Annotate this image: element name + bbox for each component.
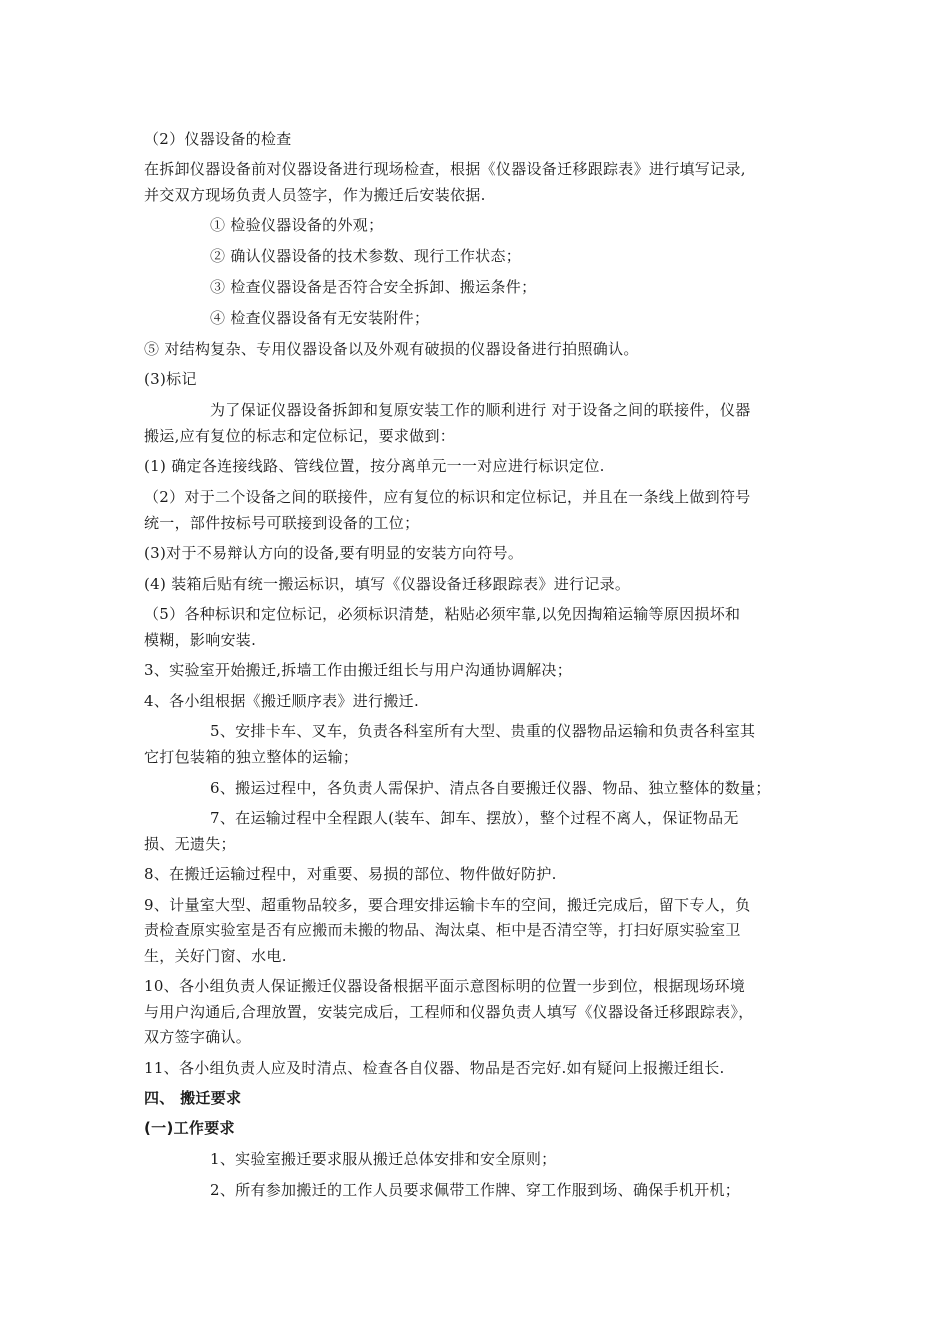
list-item: ④ 检查仪器设备有无安装附件； [210, 309, 430, 327]
paragraph-line: 并交双方现场负责人员签字，作为搬迁后安装依据. [144, 186, 486, 204]
list-item: 1、实验室搬迁要求服从搬迁总体安排和安全原则； [210, 1150, 557, 1168]
list-item: ③ 检查仪器设备是否符合安全拆卸、搬运条件； [210, 278, 537, 296]
list-item: (4) 装箱后贴有统一搬运标识，填写《仪器设备迁移跟踪表》进行记录。 [144, 575, 631, 593]
paragraph-line: 它打包装箱的独立整体的运输； [144, 748, 359, 766]
paragraph-line: 模糊，影响安装. [144, 631, 257, 649]
section-heading-marking: (3)标记 [144, 370, 197, 388]
paragraph-line: 与用户沟通后,合理放置，安装完成后，工程师和仪器负责人填写《仪器设备迁移跟踪表》， [144, 1003, 754, 1021]
list-item: (1) 确定各连接线路、管线位置，按分离单元一一对应进行标识定位. [144, 457, 605, 475]
paragraph-line: 搬运,应有复位的标志和定位标记，要求做到： [144, 427, 456, 445]
list-item: ⑤ 对结构复杂、专用仪器设备以及外观有破损的仪器设备进行拍照确认。 [144, 340, 639, 358]
list-item: 11、各小组负责人应及时清点、检查各自仪器、物品是否完好.如有疑问上报搬迁组长. [144, 1059, 725, 1077]
section-heading-requirements: 四、 搬迁要求 [144, 1089, 242, 1107]
list-item: ① 检验仪器设备的外观； [210, 216, 384, 234]
paragraph-line: 为了保证仪器设备拆卸和复原安装工作的顺利进行 对于设备之间的联接件，仪器 [210, 401, 751, 419]
subsection-heading-work-requirements: (一)工作要求 [144, 1119, 235, 1137]
list-item: ② 确认仪器设备的技术参数、现行工作状态； [210, 247, 522, 265]
list-item: 9、计量室大型、超重物品较多，要合理安排运输卡车的空间，搬迁完成后，留下专人，负 [144, 896, 751, 914]
list-item: 2、所有参加搬迁的工作人员要求佩带工作牌、穿工作服到场、确保手机开机； [210, 1181, 741, 1199]
list-item: 10、各小组负责人保证搬迁仪器设备根据平面示意图标明的位置一步到位，根据现场环境 [144, 977, 746, 995]
list-item: （2）对于二个设备之间的联接件，应有复位的标识和定位标记，并且在一条线上做到符号 [144, 488, 751, 506]
list-item: 5、安排卡车、叉车，负责各科室所有大型、贵重的仪器物品运输和负责各科室其 [210, 722, 756, 740]
list-item: （5）各种标识和定位标记，必须标识清楚，粘贴必须牢靠,以免因掏箱运输等原因损坏和 [144, 605, 741, 623]
paragraph-line: 统一，部件按标号可联接到设备的工位； [144, 514, 420, 532]
list-item: 8、在搬迁运输过程中，对重要、易损的部位、物件做好防护. [144, 865, 557, 883]
paragraph-line: 生，关好门窗、水电. [144, 947, 287, 965]
list-item: 3、实验室开始搬迁,拆墙工作由搬迁组长与用户沟通协调解决； [144, 661, 573, 679]
paragraph-line: 双方签字确认。 [144, 1028, 252, 1046]
list-item: 7、在运输过程中全程跟人(装车、卸车、摆放），整个过程不离人，保证物品无 [210, 809, 739, 827]
paragraph-line: 损、无遗失； [144, 835, 236, 853]
list-item: 6、搬运过程中，各负责人需保护、清点各自要搬迁仪器、物品、独立整体的数量； [210, 779, 771, 797]
list-item: 4、各小组根据《搬迁顺序表》进行搬迁. [144, 692, 420, 710]
section-heading-inspection: （2）仪器设备的检查 [144, 130, 292, 148]
list-item: (3)对于不易辩认方向的设备,要有明显的安装方向符号。 [144, 544, 524, 562]
paragraph-line: 责检查原实验室是否有应搬而未搬的物品、淘汰桌、柜中是否清空等，打扫好原实验室卫 [144, 921, 741, 939]
paragraph-line: 在拆卸仪器设备前对仪器设备进行现场检查，根据《仪器设备迁移跟踪表》进行填写记录, [144, 160, 746, 178]
